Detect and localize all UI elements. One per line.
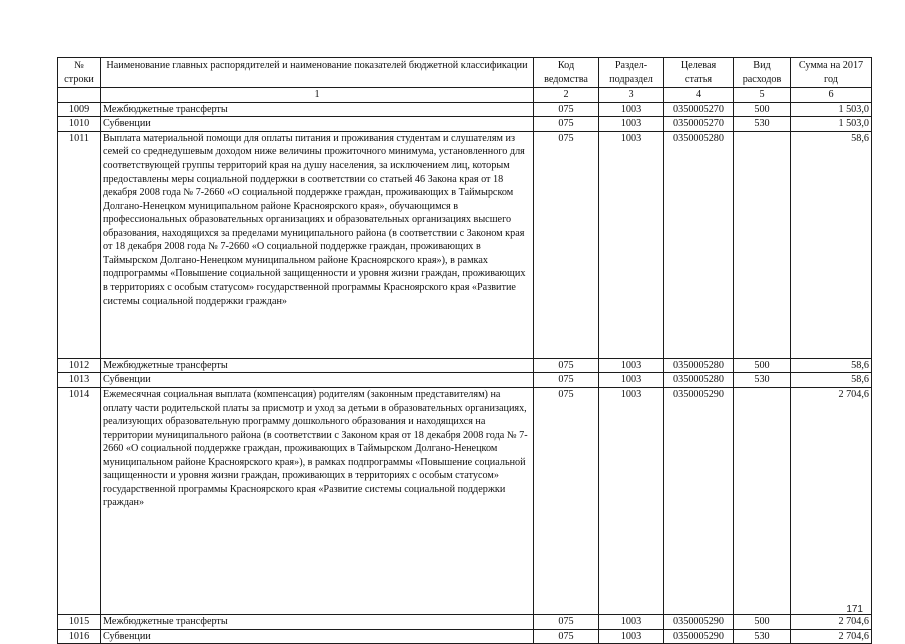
row-section-cell: 1003 bbox=[599, 629, 664, 644]
row-sum-cell: 58,6 bbox=[791, 373, 872, 388]
row-number-cell: 1015 bbox=[58, 614, 101, 629]
index-cell-empty bbox=[58, 88, 101, 103]
row-name-cell: Ежемесячная социальная выплата (компенсация) родителям (законным представителям) на оплату части родительской платы за присмотр и уход за детьми в образовательных организациях, реализующих образовательную программу дошкольного образования и находящихся на территории муниципального района (в соответствии с Законом края от 18 декабря 2008 года № 7-2660 «О социальной поддержке граждан, проживающих в Таймырском Долгано-Ненецком муниципальном районе Красноярского края»), в рамках подпрограммы «Повышение социальной защищенности и уровня жизни граждан, проживающих в территориях с особым статусом» государственной программы Красноярского края «Развитие системы социальной поддержки граждан» bbox=[101, 387, 534, 614]
row-number-cell: 1009 bbox=[58, 102, 101, 117]
row-expense-type-cell: 530 bbox=[734, 629, 791, 644]
page-number: 171 bbox=[846, 604, 863, 615]
row-number-cell: 1011 bbox=[58, 131, 101, 358]
table-row bbox=[58, 358, 872, 373]
table-row bbox=[58, 387, 872, 614]
row-expense-type-cell: 500 bbox=[734, 614, 791, 629]
row-target-article-cell: 0350005280 bbox=[664, 131, 734, 358]
row-dept-code-cell: 075 bbox=[534, 117, 599, 132]
row-sum-cell: 2 704,6 bbox=[791, 387, 872, 614]
table-row bbox=[58, 117, 872, 132]
row-name-cell: Выплата материальной помощи для оплаты питания и проживания студентам и слушателям из семей со среднедушевым доходом ниже величины прожиточного минимума, установленного для соответствующей группы территорий края на душу населения, за исключением лиц, которым предоставлены меры социальной поддержки в соответствии со статьей 46 Закона края от 18 декабря 2008 года № 7-2660 «О социальной поддержке граждан, проживающих в Таймырском Долгано-Ненецком муниципальном районе Красноярского края», обучающимся в профессиональных образовательных организациях и образовательных организациях высшего образования, находящихся за пределами муниципального района (в соответствии с Законом края от 18 декабря 2008 года № 7-2660 «О социальной поддержке граждан, проживающих в Таймырском Долгано-Ненецком муниципальном районе Красноярского края»), в рамках подпрограммы «Повышение социальной защищенности и уровня жизни граждан, проживающих в территориях с особым статусом» государственной программы Красноярского края «Развитие системы социальной поддержки граждан» bbox=[101, 131, 534, 358]
index-cell: 2 bbox=[534, 88, 599, 103]
row-expense-type-cell bbox=[734, 387, 791, 614]
row-target-article-cell: 0350005280 bbox=[664, 373, 734, 388]
header-row bbox=[58, 58, 872, 88]
row-section-cell: 1003 bbox=[599, 358, 664, 373]
row-sum-cell: 1 503,0 bbox=[791, 117, 872, 132]
row-section-cell: 1003 bbox=[599, 387, 664, 614]
row-name-cell: Межбюджетные трансферты bbox=[101, 102, 534, 117]
row-sum-cell: 1 503,0 bbox=[791, 102, 872, 117]
row-expense-type-cell: 530 bbox=[734, 117, 791, 132]
header-target-article: Целевая статья bbox=[664, 58, 734, 88]
row-section-cell: 1003 bbox=[599, 102, 664, 117]
row-dept-code-cell: 075 bbox=[534, 358, 599, 373]
index-cell: 4 bbox=[664, 88, 734, 103]
table-row bbox=[58, 131, 872, 358]
header-section: Раздел-подраздел bbox=[599, 58, 664, 88]
row-expense-type-cell bbox=[734, 131, 791, 358]
row-target-article-cell: 0350005290 bbox=[664, 629, 734, 644]
header-expense-type: Вид расходов bbox=[734, 58, 791, 88]
header-row-number: № строки bbox=[58, 58, 101, 88]
index-row bbox=[58, 88, 872, 103]
row-sum-cell: 58,6 bbox=[791, 131, 872, 358]
index-cell: 6 bbox=[791, 88, 872, 103]
row-number-cell: 1016 bbox=[58, 629, 101, 644]
row-expense-type-cell: 530 bbox=[734, 373, 791, 388]
row-sum-cell: 58,6 bbox=[791, 358, 872, 373]
row-section-cell: 1003 bbox=[599, 614, 664, 629]
row-section-cell: 1003 bbox=[599, 373, 664, 388]
header-dept-code: Код ведомства bbox=[534, 58, 599, 88]
row-target-article-cell: 0350005270 bbox=[664, 102, 734, 117]
row-target-article-cell: 0350005280 bbox=[664, 358, 734, 373]
row-section-cell: 1003 bbox=[599, 117, 664, 132]
row-section-cell: 1003 bbox=[599, 131, 664, 358]
row-target-article-cell: 0350005270 bbox=[664, 117, 734, 132]
header-sum: Сумма на 2017 год bbox=[791, 58, 872, 88]
row-dept-code-cell: 075 bbox=[534, 629, 599, 644]
row-number-cell: 1013 bbox=[58, 373, 101, 388]
row-dept-code-cell: 075 bbox=[534, 614, 599, 629]
row-dept-code-cell: 075 bbox=[534, 131, 599, 358]
table-row bbox=[58, 614, 872, 629]
row-dept-code-cell: 075 bbox=[534, 373, 599, 388]
row-name-cell: Межбюджетные трансферты bbox=[101, 614, 534, 629]
row-dept-code-cell: 075 bbox=[534, 102, 599, 117]
index-cell: 3 bbox=[599, 88, 664, 103]
budget-table bbox=[57, 57, 872, 644]
row-number-cell: 1014 bbox=[58, 387, 101, 614]
row-number-cell: 1010 bbox=[58, 117, 101, 132]
row-name-cell: Межбюджетные трансферты bbox=[101, 358, 534, 373]
row-expense-type-cell: 500 bbox=[734, 102, 791, 117]
row-expense-type-cell: 500 bbox=[734, 358, 791, 373]
row-name-cell: Субвенции bbox=[101, 629, 534, 644]
index-cell: 5 bbox=[734, 88, 791, 103]
row-sum-cell: 2 704,6 bbox=[791, 614, 872, 629]
row-name-cell: Субвенции bbox=[101, 373, 534, 388]
row-dept-code-cell: 075 bbox=[534, 387, 599, 614]
table-row bbox=[58, 373, 872, 388]
row-target-article-cell: 0350005290 bbox=[664, 614, 734, 629]
header-name: Наименование главных распорядителей и наименование показателей бюджетной классификации bbox=[101, 58, 534, 88]
row-name-cell: Субвенции bbox=[101, 117, 534, 132]
row-target-article-cell: 0350005290 bbox=[664, 387, 734, 614]
table-row bbox=[58, 102, 872, 117]
row-number-cell: 1012 bbox=[58, 358, 101, 373]
table-row bbox=[58, 629, 872, 644]
row-sum-cell: 2 704,6 bbox=[791, 629, 872, 644]
index-cell: 1 bbox=[101, 88, 534, 103]
